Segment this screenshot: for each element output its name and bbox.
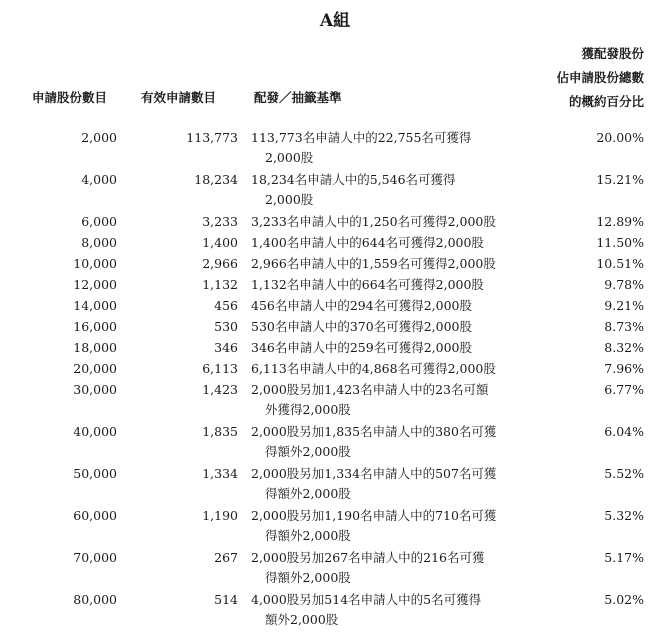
header-allocation-basis: 配發／抽籤基準 <box>254 90 342 105</box>
allocation-basis-cell <box>251 317 541 337</box>
valid-applications-cell: 514 <box>214 592 238 607</box>
basis-line-1: 1,400名申請人中的644名可獲得2,000股 <box>251 235 484 250</box>
allocation-percentage-cell: 5.52% <box>604 466 644 481</box>
allocation-percentage-cell: 10.51% <box>596 256 644 271</box>
basis-line-2: 外獲得2,000股 <box>265 402 351 417</box>
allocation-basis-cell <box>251 275 541 295</box>
shares-applied-cell: 18,000 <box>73 340 117 355</box>
valid-applications-cell: 1,423 <box>202 382 238 397</box>
basis-line-1: 6,113名申請人中的4,868名可獲得2,000股 <box>251 361 496 376</box>
shares-applied-cell: 40,000 <box>73 424 117 439</box>
basis-line-1: 2,000股另加267名申請人中的216名可獲 <box>251 550 485 565</box>
header-valid-applications: 有效申請數目 <box>141 90 217 105</box>
basis-line-1: 530名申請人中的370名可獲得2,000股 <box>251 319 473 334</box>
table-row <box>0 254 670 275</box>
allocation-basis-cell <box>251 359 541 379</box>
allocation-basis-cell <box>251 254 541 274</box>
allocation-basis-cell <box>251 212 541 232</box>
basis-line-2: 得額外2,000股 <box>265 486 351 501</box>
table-row <box>0 317 670 338</box>
shares-applied-cell: 50,000 <box>73 466 117 481</box>
table-row <box>0 380 670 422</box>
basis-line-1: 2,000股另加1,423名申請人中的23名可額 <box>251 382 489 397</box>
allocation-basis-cell <box>251 506 541 546</box>
basis-line-1: 2,000股另加1,190名申請人中的710名可獲 <box>251 508 497 523</box>
allocation-percentage-cell: 5.17% <box>604 550 644 565</box>
allocation-basis-cell <box>251 422 541 462</box>
basis-line-2: 得額外2,000股 <box>265 444 351 459</box>
basis-line-1: 18,234名申請人中的5,546名可獲得 <box>251 172 456 187</box>
valid-applications-cell: 267 <box>214 550 238 565</box>
table-row <box>0 548 670 590</box>
table-row <box>0 590 670 632</box>
table-row <box>0 170 670 212</box>
table-row <box>0 359 670 380</box>
allocation-percentage-cell: 5.02% <box>604 592 644 607</box>
header-shares-applied: 申請股份數目 <box>32 90 108 105</box>
shares-applied-cell: 6,000 <box>81 214 117 229</box>
allocation-percentage-cell: 5.32% <box>604 508 644 523</box>
table-row <box>0 506 670 548</box>
table-row <box>0 422 670 464</box>
valid-applications-cell: 113,773 <box>186 130 238 145</box>
allocation-percentage-cell: 6.77% <box>604 382 644 397</box>
basis-line-1: 346名申請人中的259名可獲得2,000股 <box>251 340 473 355</box>
table-title: A組 <box>319 11 351 31</box>
valid-applications-cell: 1,334 <box>202 466 238 481</box>
header-allocation-percentage <box>556 42 644 114</box>
basis-line-1: 2,000股另加1,835名申請人中的380名可獲 <box>251 424 497 439</box>
valid-applications-cell: 18,234 <box>194 172 238 187</box>
table-row <box>0 338 670 359</box>
basis-line-1: 3,233名申請人中的1,250名可獲得2,000股 <box>251 214 496 229</box>
header-pct-line2: 佔申請股份總數 <box>556 70 644 85</box>
header-pct-line1: 獲配發股份 <box>581 46 644 61</box>
basis-line-1: 2,000股另加1,334名申請人中的507名可獲 <box>251 466 497 481</box>
shares-applied-cell: 70,000 <box>73 550 117 565</box>
allocation-percentage-cell: 8.73% <box>604 319 644 334</box>
shares-applied-cell: 16,000 <box>73 319 117 334</box>
allocation-basis-cell <box>251 464 541 504</box>
allocation-basis-cell <box>251 380 541 420</box>
basis-line-1: 4,000股另加514名申請人中的5名可獲得 <box>251 592 482 607</box>
allocation-basis-cell <box>251 590 541 630</box>
valid-applications-cell: 1,400 <box>202 235 238 250</box>
table-row <box>0 296 670 317</box>
basis-line-1: 2,966名申請人中的1,559名可獲得2,000股 <box>251 256 496 271</box>
allocation-percentage-cell: 12.89% <box>596 214 644 229</box>
valid-applications-cell: 6,113 <box>202 361 238 376</box>
allocation-basis-cell <box>251 338 541 358</box>
basis-line-2: 得額外2,000股 <box>265 528 351 543</box>
valid-applications-cell: 530 <box>214 319 238 334</box>
valid-applications-cell: 1,835 <box>202 424 238 439</box>
allocation-basis-cell <box>251 170 541 210</box>
allocation-percentage-cell: 8.32% <box>604 340 644 355</box>
allocation-basis-cell <box>251 233 541 253</box>
allocation-percentage-cell: 9.78% <box>604 277 644 292</box>
valid-applications-cell: 1,190 <box>202 508 238 523</box>
shares-applied-cell: 14,000 <box>73 298 117 313</box>
basis-line-1: 456名申請人中的294名可獲得2,000股 <box>251 298 473 313</box>
shares-applied-cell: 12,000 <box>73 277 117 292</box>
allocation-percentage-cell: 20.00% <box>596 130 644 145</box>
shares-applied-cell: 80,000 <box>73 592 117 607</box>
shares-applied-cell: 2,000 <box>81 130 117 145</box>
valid-applications-cell: 3,233 <box>202 214 238 229</box>
shares-applied-cell: 10,000 <box>73 256 117 271</box>
table-row <box>0 233 670 254</box>
allocation-basis-cell <box>251 548 541 588</box>
allocation-percentage-cell: 7.96% <box>604 361 644 376</box>
allocation-table-body <box>0 128 670 632</box>
valid-applications-cell: 1,132 <box>202 277 238 292</box>
table-row <box>0 464 670 506</box>
table-row <box>0 275 670 296</box>
valid-applications-cell: 346 <box>214 340 238 355</box>
shares-applied-cell: 4,000 <box>81 172 117 187</box>
allocation-percentage-cell: 6.04% <box>604 424 644 439</box>
valid-applications-cell: 2,966 <box>202 256 238 271</box>
shares-applied-cell: 8,000 <box>81 235 117 250</box>
valid-applications-cell: 456 <box>214 298 238 313</box>
table-row <box>0 212 670 233</box>
allocation-percentage-cell: 9.21% <box>604 298 644 313</box>
basis-line-2: 得額外2,000股 <box>265 570 351 585</box>
shares-applied-cell: 20,000 <box>73 361 117 376</box>
allocation-basis-cell <box>251 296 541 316</box>
basis-line-1: 1,132名申請人中的664名可獲得2,000股 <box>251 277 484 292</box>
header-pct-line3: 的概約百分比 <box>568 94 644 109</box>
basis-line-2: 2,000股 <box>265 192 314 207</box>
basis-line-1: 113,773名申請人中的22,755名可獲得 <box>251 130 472 145</box>
allocation-percentage-cell: 15.21% <box>596 172 644 187</box>
table-row <box>0 128 670 170</box>
shares-applied-cell: 30,000 <box>73 382 117 397</box>
shares-applied-cell: 60,000 <box>73 508 117 523</box>
basis-line-2: 2,000股 <box>265 150 314 165</box>
basis-line-2: 額外2,000股 <box>265 612 339 627</box>
allocation-percentage-cell: 11.50% <box>596 235 644 250</box>
allocation-basis-cell <box>251 128 541 168</box>
